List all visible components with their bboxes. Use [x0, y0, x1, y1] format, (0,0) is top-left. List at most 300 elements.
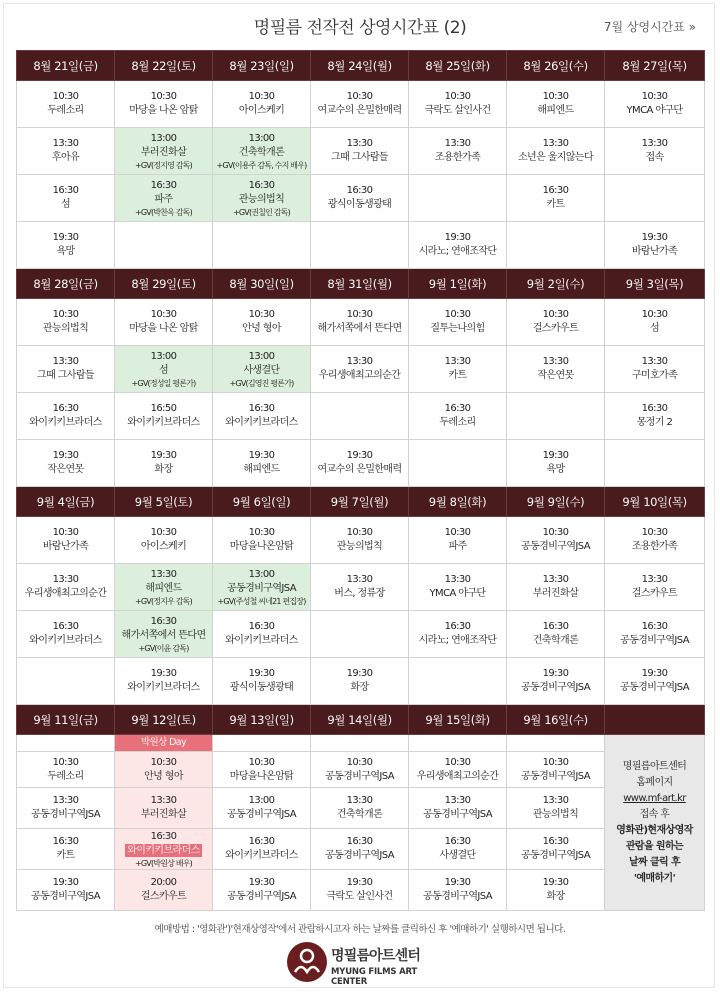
- screening-title: 안녕 형아: [242, 323, 281, 334]
- screening-title: 섬: [60, 199, 71, 210]
- schedule-row: [17, 81, 705, 128]
- screening-cell[interactable]: [115, 440, 213, 487]
- screening-title: 섬: [649, 323, 660, 334]
- schedule-table: [16, 50, 705, 911]
- day-label: 박원상 Day: [115, 735, 213, 752]
- screening-cell[interactable]: [213, 175, 311, 222]
- day-header: 8월 31일(월): [311, 269, 409, 299]
- screening-cell[interactable]: [507, 829, 605, 870]
- screening-title: 안녕 형아: [144, 770, 183, 782]
- info-line-line5: 관람을 원하는: [625, 840, 684, 852]
- screening-time: 10:30: [346, 91, 373, 102]
- screening-time: 10:30: [346, 756, 373, 768]
- info-line-line7: '예매하기': [633, 872, 676, 884]
- empty-cell: [213, 735, 311, 752]
- screening-time: 13:30: [52, 574, 79, 585]
- screening-time: 19:30: [542, 450, 569, 461]
- screening-title: 광식이동생광태: [327, 199, 392, 210]
- screening-cell[interactable]: [17, 393, 115, 440]
- screening-title: 카트: [56, 850, 75, 861]
- screening-time: 16:30: [444, 836, 471, 847]
- screening-cell[interactable]: [507, 870, 605, 911]
- schedule-row: [17, 346, 705, 393]
- schedule-row: [17, 611, 705, 658]
- screening-time: 13:30: [641, 356, 668, 367]
- screening-time: 16:30: [150, 830, 177, 842]
- screening-title: 공동경비구역JSA: [227, 582, 296, 594]
- screening-time: 13:30: [346, 795, 373, 806]
- screening-time: 10:30: [542, 527, 569, 538]
- screening-cell[interactable]: [605, 517, 705, 564]
- empty-cell: [311, 222, 409, 269]
- day-header: 9월 16일(수): [507, 705, 605, 735]
- screening-cell[interactable]: [409, 788, 507, 829]
- screening-cell[interactable]: [311, 346, 409, 393]
- screening-cell[interactable]: [311, 752, 409, 788]
- screening-time: 16:30: [444, 403, 471, 414]
- screening-title: 두레소리: [439, 417, 476, 428]
- screening-cell[interactable]: [213, 346, 311, 393]
- screening-cell[interactable]: [507, 658, 605, 705]
- screening-time: 19:30: [542, 877, 569, 888]
- screening-cell[interactable]: [115, 393, 213, 440]
- screening-title: 조용한가족: [631, 541, 678, 552]
- screening-cell[interactable]: [17, 752, 115, 788]
- screening-time: 10:30: [248, 756, 275, 768]
- screening-time: 10:30: [444, 309, 471, 320]
- screening-title: 작은연못: [47, 464, 84, 475]
- screening-cell[interactable]: [17, 440, 115, 487]
- screening-cell[interactable]: [17, 611, 115, 658]
- empty-cell: [409, 440, 507, 487]
- screening-time: 13:30: [542, 795, 569, 806]
- empty-cell: [311, 735, 409, 752]
- screening-cell[interactable]: [507, 564, 605, 611]
- day-header: 9월 10일(목): [605, 487, 705, 517]
- screening-time: 19:30: [641, 232, 668, 243]
- screening-cell[interactable]: [409, 611, 507, 658]
- screening-cell[interactable]: [213, 564, 311, 611]
- empty-cell: [507, 735, 605, 752]
- screening-time: 13:30: [346, 574, 373, 585]
- screening-time: 16:30: [641, 403, 668, 414]
- day-header: 9월 9일(수): [507, 487, 605, 517]
- day-header: 8월 24일(월): [311, 51, 409, 81]
- screening-cell[interactable]: [213, 658, 311, 705]
- screening-time: 10:30: [444, 756, 471, 768]
- screening-time: 16:30: [52, 185, 79, 196]
- screening-cell[interactable]: [115, 346, 213, 393]
- screening-cell[interactable]: [507, 788, 605, 829]
- schedule-row: [17, 299, 705, 346]
- screening-cell[interactable]: [115, 870, 213, 911]
- logo: [287, 942, 447, 986]
- screening-cell[interactable]: [605, 611, 705, 658]
- screening-title: 바람난가족: [42, 541, 89, 552]
- screening-cell[interactable]: [213, 128, 311, 175]
- screening-title: 공동경비구역JSA: [31, 891, 100, 902]
- screening-cell[interactable]: [507, 440, 605, 487]
- screening-time: 16:50: [150, 403, 177, 414]
- screening-cell[interactable]: [409, 81, 507, 128]
- screening-cell[interactable]: [115, 564, 213, 611]
- screening-title: 해가서쪽에서 뜬다면: [317, 323, 402, 334]
- day-header: 8월 26일(수): [507, 51, 605, 81]
- screening-time: 19:30: [52, 877, 79, 888]
- screening-cell[interactable]: [605, 222, 705, 269]
- screening-title: 여교수의 은밀한매력: [317, 105, 402, 116]
- day-header: 9월 14일(월): [311, 705, 409, 735]
- screening-cell[interactable]: [409, 346, 507, 393]
- day-header: 9월 5일(토): [115, 487, 213, 517]
- screening-title: 공동경비구역JSA: [227, 809, 296, 820]
- gv-guest: +GV(김영진 평론가): [229, 378, 294, 388]
- screening-cell[interactable]: [409, 829, 507, 870]
- screening-cell[interactable]: [507, 346, 605, 393]
- screening-time: 10:30: [542, 309, 569, 320]
- screening-cell[interactable]: [17, 222, 115, 269]
- screening-time: 10:30: [150, 756, 177, 768]
- screening-title: 부러진화살: [532, 588, 579, 599]
- screening-title: 섬: [158, 364, 169, 376]
- screening-cell[interactable]: [17, 175, 115, 222]
- screening-cell[interactable]: [311, 658, 409, 705]
- screening-time: 19:30: [52, 232, 79, 243]
- screening-cell[interactable]: [115, 299, 213, 346]
- info-line-url[interactable]: www.mf-art.kr: [623, 792, 686, 804]
- screening-title: 그때 그사람들: [37, 370, 94, 381]
- screening-time: 13:30: [444, 795, 471, 806]
- screening-cell[interactable]: [409, 299, 507, 346]
- screening-time: 19:30: [641, 668, 668, 679]
- schedule-row: [17, 440, 705, 487]
- screening-cell[interactable]: [507, 128, 605, 175]
- gv-guest: +GV(박찬옥 감독): [135, 207, 192, 217]
- screening-time: 13:30: [444, 138, 471, 149]
- screening-cell[interactable]: [409, 870, 507, 911]
- screening-title: 공동경비구역JSA: [521, 850, 590, 861]
- screening-title: 건축학개론: [532, 635, 579, 646]
- info-line-line1: 명필름아트센터: [622, 760, 687, 772]
- logo-korean: 명필름아트센터: [331, 948, 421, 964]
- screening-time: 19:30: [444, 877, 471, 888]
- screening-cell[interactable]: [311, 564, 409, 611]
- screening-time: 13:30: [52, 138, 79, 149]
- screening-time: 16:30: [150, 179, 177, 191]
- screening-time: 19:30: [248, 450, 275, 461]
- screening-time: 19:30: [248, 668, 275, 679]
- screening-cell[interactable]: [213, 788, 311, 829]
- screening-title: 버스, 정류장: [334, 588, 385, 599]
- schedule-row: [17, 788, 705, 829]
- screening-cell[interactable]: [311, 788, 409, 829]
- screening-title: 그때 그사람들: [331, 152, 388, 163]
- empty-cell: [311, 611, 409, 658]
- booking-instructions: 예매방법 : '영화관')'현재상영작'에서 관람하시고자 하는 날짜를 클릭하신 후 '예매하기' 실행하시면 됩니다.: [154, 924, 566, 935]
- screening-cell[interactable]: [507, 517, 605, 564]
- screening-cell[interactable]: [213, 393, 311, 440]
- screening-title: 공동경비구역JSA: [521, 541, 590, 552]
- screening-title: 욕망: [546, 464, 565, 475]
- day-header: 9월 13일(일): [213, 705, 311, 735]
- screening-cell[interactable]: [213, 870, 311, 911]
- screening-cell[interactable]: [605, 346, 705, 393]
- screening-cell[interactable]: [17, 829, 115, 870]
- screening-cell[interactable]: [605, 564, 705, 611]
- screening-cell[interactable]: [213, 611, 311, 658]
- screening-title: 해피엔드: [145, 582, 182, 594]
- schedule-row: [17, 658, 705, 705]
- screening-time: 13:00: [150, 132, 177, 144]
- screening-title: 우리생애최고의순간: [24, 588, 107, 599]
- empty-cell: [17, 658, 115, 705]
- screening-title: 욕망: [56, 246, 75, 257]
- screening-cell[interactable]: [115, 788, 213, 829]
- screening-time: 19:30: [150, 450, 177, 461]
- week-header-row: [17, 51, 705, 81]
- screening-title: 접속: [645, 152, 664, 163]
- screening-cell[interactable]: [311, 81, 409, 128]
- screening-cell[interactable]: [213, 829, 311, 870]
- screening-title: 관능의법칙: [42, 323, 89, 334]
- screening-title: 질투는나의힘: [430, 323, 485, 334]
- logo-mark-icon: [287, 942, 327, 982]
- screening-cell[interactable]: [311, 829, 409, 870]
- screening-title: YMCA 야구단: [626, 105, 683, 116]
- screening-time: 16:30: [248, 836, 275, 847]
- screening-time: 10:30: [248, 527, 275, 538]
- empty-cell: [409, 658, 507, 705]
- screening-title: 두레소리: [47, 770, 84, 782]
- screening-time: 10:30: [641, 527, 668, 538]
- prev-schedule-link[interactable]: 7월 상영시간표 »: [603, 20, 696, 34]
- logo-english: MYUNG FILMS ART CENTER: [331, 967, 418, 987]
- screening-time: 19:30: [542, 668, 569, 679]
- screening-cell[interactable]: [311, 175, 409, 222]
- schedule-row: [17, 870, 705, 911]
- screening-cell[interactable]: [605, 81, 705, 128]
- screening-cell[interactable]: [311, 299, 409, 346]
- week-header-row: [17, 487, 705, 517]
- screening-cell[interactable]: [17, 346, 115, 393]
- screening-title: 카트: [546, 199, 565, 210]
- screening-time: 13:30: [52, 795, 79, 806]
- screening-time: 10:30: [641, 91, 668, 102]
- screening-time: 16:30: [52, 621, 79, 632]
- booking-info-box: [605, 735, 705, 911]
- screening-time: 10:30: [444, 91, 471, 102]
- screening-title: 아이스케키: [140, 541, 187, 552]
- screening-title: 부러진화살: [140, 146, 187, 158]
- screening-time: 13:30: [444, 356, 471, 367]
- screening-cell[interactable]: [507, 81, 605, 128]
- info-line-line4: 영화관)현재상영작: [616, 824, 693, 836]
- screening-cell[interactable]: [115, 128, 213, 175]
- day-header: 9월 7일(월): [311, 487, 409, 517]
- screening-cell[interactable]: [115, 752, 213, 788]
- screening-title-highlight: 와이키키브라더스: [127, 844, 200, 856]
- screening-time: 16:30: [542, 621, 569, 632]
- screening-time: 13:30: [150, 568, 177, 580]
- day-header: 9월 12일(토): [115, 705, 213, 735]
- screening-cell[interactable]: [115, 658, 213, 705]
- day-header: 9월 15일(화): [409, 705, 507, 735]
- screening-time: 13:30: [444, 574, 471, 585]
- screening-cell[interactable]: [17, 870, 115, 911]
- screening-cell[interactable]: [605, 658, 705, 705]
- screening-cell[interactable]: [605, 299, 705, 346]
- screening-cell[interactable]: [213, 81, 311, 128]
- screening-cell[interactable]: [409, 517, 507, 564]
- screening-cell[interactable]: [507, 752, 605, 788]
- screening-title: 걸스카우트: [532, 323, 579, 334]
- day-header: [605, 705, 705, 735]
- day-header: 9월 1일(화): [409, 269, 507, 299]
- screening-title: 건축학개론: [238, 146, 285, 158]
- screening-time: 16:30: [248, 403, 275, 414]
- info-line-line6: 날짜 클릭 후: [628, 856, 681, 868]
- day-header: 9월 2일(수): [507, 269, 605, 299]
- screening-title: 파주: [448, 541, 467, 552]
- week-header-row: [17, 705, 705, 735]
- day-header: 9월 3일(목): [605, 269, 705, 299]
- screening-cell[interactable]: [213, 299, 311, 346]
- day-header: 9월 4일(금): [17, 487, 115, 517]
- screening-cell[interactable]: [17, 564, 115, 611]
- screening-cell[interactable]: [17, 517, 115, 564]
- screening-title: [115, 844, 212, 858]
- screening-time: 10:30: [248, 309, 275, 320]
- screening-title: 공동경비구역JSA: [227, 891, 296, 902]
- screening-cell[interactable]: [605, 128, 705, 175]
- screening-title: 사생결단: [243, 364, 280, 376]
- screening-time: 10:30: [542, 756, 569, 768]
- day-header: 8월 29일(토): [115, 269, 213, 299]
- screening-cell[interactable]: [115, 175, 213, 222]
- screening-time: 19:30: [346, 668, 373, 679]
- screening-cell[interactable]: [213, 752, 311, 788]
- screening-cell[interactable]: [17, 128, 115, 175]
- screening-title: 관능의법칙: [238, 193, 285, 205]
- screening-title: 공동경비구역JSA: [325, 770, 394, 782]
- screening-time: 13:30: [641, 138, 668, 149]
- empty-cell: [17, 735, 115, 752]
- screening-title: 화장: [154, 464, 173, 475]
- screening-title: YMCA 야구단: [429, 588, 486, 599]
- screening-cell[interactable]: [409, 128, 507, 175]
- screening-title: 건축학개론: [336, 809, 383, 820]
- screening-time: 10:30: [52, 309, 79, 320]
- screening-time: 13:00: [150, 350, 177, 362]
- day-header: 9월 6일(일): [213, 487, 311, 517]
- screening-title: 해피엔드: [243, 464, 280, 475]
- screening-cell[interactable]: [115, 611, 213, 658]
- screening-cell[interactable]: [311, 517, 409, 564]
- screening-cell[interactable]: [213, 517, 311, 564]
- screening-title: 조용한가족: [434, 152, 481, 163]
- screening-title: 사생결단: [439, 850, 476, 861]
- screening-title: 공동경비구역JSA: [423, 891, 492, 902]
- screening-title: 공동경비구역JSA: [31, 809, 100, 820]
- screening-time: 16:30: [542, 836, 569, 847]
- screening-cell[interactable]: [213, 440, 311, 487]
- screening-title: 마당을나온암탉: [229, 770, 294, 782]
- day-header: 8월 21일(금): [17, 51, 115, 81]
- info-line-line2: 홈페이지: [636, 776, 673, 788]
- screening-title: 두레소리: [47, 105, 84, 116]
- day-header: 8월 22일(토): [115, 51, 213, 81]
- screening-cell[interactable]: [507, 175, 605, 222]
- screening-cell[interactable]: [17, 788, 115, 829]
- screening-cell[interactable]: [17, 299, 115, 346]
- day-header: 8월 23일(일): [213, 51, 311, 81]
- screening-cell[interactable]: [605, 393, 705, 440]
- empty-cell: [507, 222, 605, 269]
- gv-guest: +GV(박원상 배우): [135, 858, 192, 868]
- day-label-row: [17, 735, 705, 752]
- screening-time: 10:30: [346, 309, 373, 320]
- empty-cell: [115, 222, 213, 269]
- gv-guest: +GV(이용주 감독, 수지 배우): [216, 160, 307, 170]
- screening-title: 화장: [350, 682, 369, 693]
- screening-cell[interactable]: [311, 870, 409, 911]
- screening-cell[interactable]: [115, 829, 213, 870]
- screening-title: 공동경비구역JSA: [325, 850, 394, 861]
- screening-time: 10:30: [248, 91, 275, 102]
- screening-cell[interactable]: [507, 299, 605, 346]
- screening-time: 19:30: [248, 877, 275, 888]
- week-header-row: [17, 269, 705, 299]
- screening-cell[interactable]: [409, 393, 507, 440]
- screening-time: 10:30: [150, 91, 177, 102]
- schedule-row: [17, 564, 705, 611]
- gv-guest: +GV(정지영 감독): [135, 160, 192, 170]
- empty-cell: [605, 175, 705, 222]
- page-title: 명필름 전작전 상영시간표 (2): [253, 18, 467, 38]
- screening-cell[interactable]: [409, 564, 507, 611]
- screening-time: 10:30: [346, 527, 373, 538]
- screening-time: 10:30: [52, 91, 79, 102]
- screening-title: 극락도 살인사건: [424, 105, 491, 116]
- screening-time: 13:30: [346, 138, 373, 149]
- day-header: 8월 30일(일): [213, 269, 311, 299]
- screening-time: 16:30: [248, 621, 275, 632]
- screening-cell[interactable]: [311, 440, 409, 487]
- screening-cell[interactable]: [115, 81, 213, 128]
- screening-time: 13:30: [542, 138, 569, 149]
- screening-title: 와이키키브라더스: [29, 417, 102, 428]
- screening-cell[interactable]: [17, 81, 115, 128]
- screening-title: 마당을 나온 암탉: [129, 105, 198, 116]
- screening-time: 19:30: [52, 450, 79, 461]
- screening-cell[interactable]: [311, 128, 409, 175]
- screening-time: 10:30: [52, 756, 79, 768]
- screening-cell[interactable]: [409, 222, 507, 269]
- gv-guest: +GV(주성철 씨네21 편집장): [217, 596, 306, 606]
- day-header: 8월 27일(목): [605, 51, 705, 81]
- screening-cell[interactable]: [115, 517, 213, 564]
- screening-time: 13:00: [248, 568, 275, 580]
- screening-title: 카트: [448, 370, 467, 381]
- info-line-line3: 접속 후: [639, 808, 670, 820]
- screening-cell[interactable]: [409, 752, 507, 788]
- gv-guest: +GV(정성일 평론가): [131, 378, 196, 388]
- screening-time: 19:30: [150, 668, 177, 679]
- screening-cell[interactable]: [507, 611, 605, 658]
- screening-time: 16:30: [52, 403, 79, 414]
- screening-time: 16:30: [150, 615, 177, 627]
- screening-time: 10:30: [52, 527, 79, 538]
